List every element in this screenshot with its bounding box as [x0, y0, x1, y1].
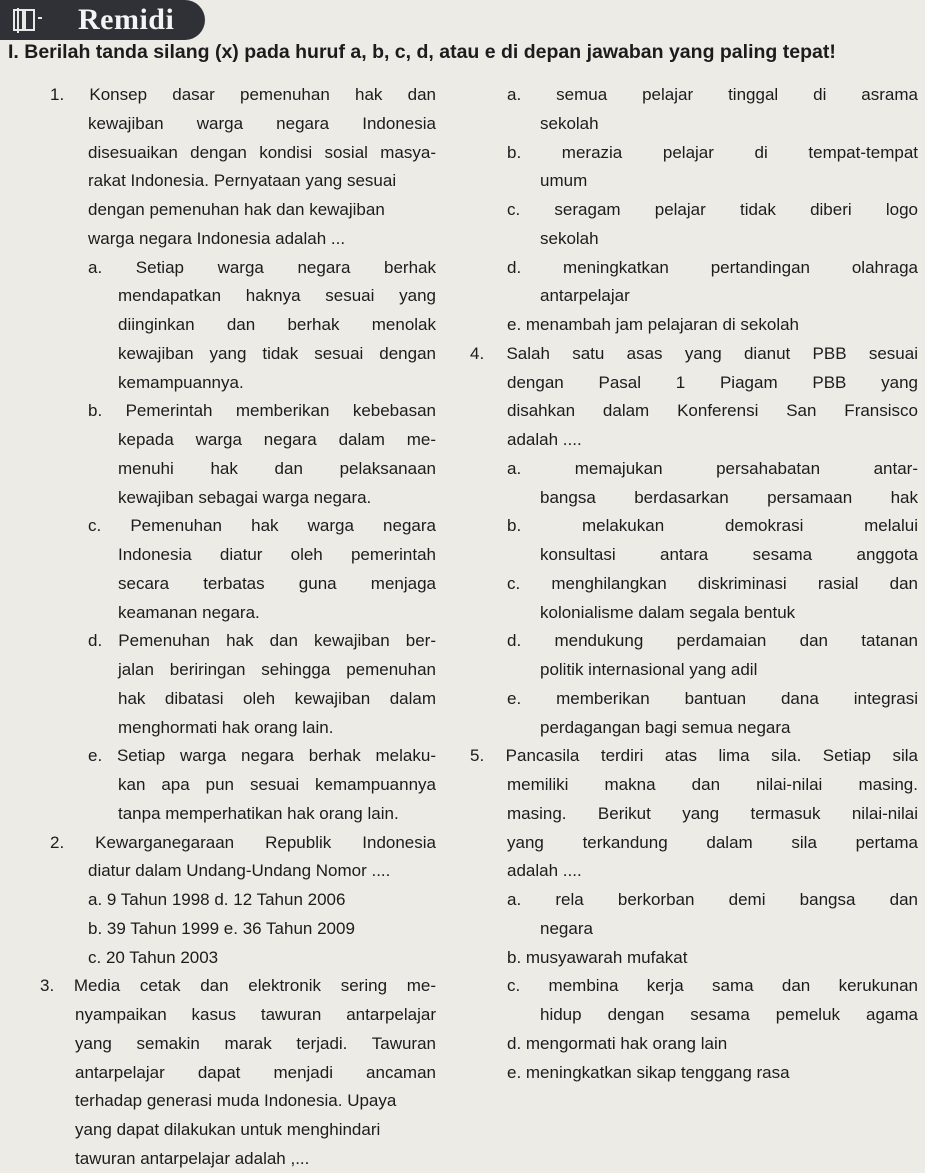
right-line: e. menambah jam pelajaran di sekolah — [507, 315, 800, 334]
left-line: a. Setiap warga negara berhak — [88, 257, 436, 277]
right-line: umum — [540, 171, 588, 191]
right-line: adalah .... — [507, 430, 582, 449]
right-line: a. semua pelajar tinggal di asrama — [507, 85, 918, 104]
right-line: b. musyawarah mufakat — [507, 947, 688, 967]
left-line: keamanan negara. — [118, 602, 260, 622]
left-line: c. 20 Tahun 2003 — [88, 947, 219, 967]
left-line: secara terbatas guna menjaga — [118, 573, 436, 593]
left-line: menghormati hak orang lain. — [118, 717, 334, 737]
left-line: kemampuannya. — [118, 372, 244, 392]
right-line: masing. Berikut yang termasuk nilai-nilai — [507, 803, 918, 823]
left-line: a. 9 Tahun 1998 d. 12 Tahun 2006 — [88, 890, 346, 909]
left-line: terhadap generasi muda Indonesia. Upaya — [75, 1091, 397, 1111]
left-line: c. Pemenuhan hak warga negara — [88, 516, 436, 536]
left-line: diinginkan dan berhak menolak — [118, 315, 436, 334]
left-line: dengan pemenuhan hak dan kewajiban — [88, 200, 385, 219]
left-line: mendapatkan haknya sesuai yang — [118, 286, 436, 306]
right-line: a. memajukan persahabatan antar- — [507, 458, 918, 478]
right-line: b. merazia pelajar di tempat-tempat — [507, 142, 918, 162]
left-line: yang dapat dilakukan untuk menghindari — [75, 1120, 381, 1139]
left-line: disesuaikan dengan kondisi sosial masya- — [88, 142, 436, 162]
right-line: e. meningkatkan sikap tenggang rasa — [507, 1062, 790, 1082]
left-line: kewajiban sebagai warga negara. — [118, 487, 372, 507]
right-line: perdagangan bagi semua negara — [540, 717, 791, 737]
left-line: e. Setiap warga negara berhak melaku- — [88, 746, 436, 766]
right-line: 5. Pancasila terdiri atas lima sila. Setiap sila — [470, 746, 918, 766]
right-line: hidup dengan sesama pemeluk agama — [540, 1005, 918, 1024]
right-line: d. meningkatkan pertandingan olahraga — [507, 257, 918, 277]
right-line: sekolah — [540, 228, 599, 248]
right-line: dengan Pasal 1 Piagam PBB yang — [507, 372, 918, 392]
left-line: yang semakin marak terjadi. Tawuran — [75, 1033, 436, 1053]
left-line: tawuran antarpelajar adalah ,... — [75, 1148, 310, 1168]
left-line: diatur dalam Undang-Undang Nomor .... — [88, 861, 391, 881]
left-line: 1. Konsep dasar pemenuhan hak dan — [50, 85, 436, 104]
left-line: jalan beriringan sehingga pemenuhan — [118, 660, 436, 679]
right-line: kolonialisme dalam segala bentuk — [540, 602, 796, 622]
left-line: kan apa pun sesuai kemampuannya — [118, 775, 436, 794]
right-line: c. membina kerja sama dan kerukunan — [507, 976, 918, 996]
right-line: e. memberikan bantuan dana integrasi — [507, 688, 918, 708]
right-line: c. seragam pelajar tidak diberi logo — [507, 200, 918, 219]
right-line: politik internasional yang adil — [540, 660, 758, 679]
left-line: menuhi hak dan pelaksanaan — [118, 458, 436, 478]
left-line: rakat Indonesia. Pernyataan yang sesuai — [88, 171, 397, 191]
right-line: disahkan dalam Konferensi San Fransisco — [507, 401, 918, 421]
right-line: sekolah — [540, 113, 599, 133]
left-line: d. Pemenuhan hak dan kewajiban ber- — [88, 631, 436, 651]
right-line: yang terkandung dalam sila pertama — [507, 832, 918, 852]
right-line: a. rela berkorban demi bangsa dan — [507, 890, 918, 909]
left-line: antarpelajar dapat menjadi ancaman — [75, 1062, 436, 1082]
right-line: antarpelajar — [540, 286, 630, 306]
left-line: kepada warga negara dalam me- — [118, 430, 436, 449]
right-line: memiliki makna dan nilai-nilai masing. — [507, 775, 918, 794]
left-line: Indonesia diatur oleh pemerintah — [118, 545, 436, 564]
right-line: c. menghilangkan diskriminasi rasial dan — [507, 573, 918, 593]
section-banner — [0, 0, 205, 40]
right-line: d. mengormati hak orang lain — [507, 1033, 728, 1053]
left-line: b. Pemerintah memberikan kebebasan — [88, 401, 436, 421]
right-line: negara — [540, 918, 593, 938]
left-line: nyampaikan kasus tawuran antarpelajar — [75, 1005, 436, 1024]
left-line: b. 39 Tahun 1999 e. 36 Tahun 2009 — [88, 918, 355, 938]
right-line: adalah .... — [507, 861, 582, 881]
right-line: 4. Salah satu asas yang dianut PBB sesuai — [470, 343, 918, 363]
left-line: 3. Media cetak dan elektronik sering me- — [40, 976, 436, 996]
right-line: d. mendukung perdamaian dan tatanan — [507, 631, 918, 651]
book-icon — [10, 6, 50, 36]
left-line: warga negara Indonesia adalah ... — [88, 228, 346, 248]
left-line: kewajiban warga negara Indonesia — [88, 113, 436, 133]
banner-title: Remidi — [78, 3, 175, 36]
right-line: konsultasi antara sesama anggota — [540, 545, 918, 564]
instruction-text: I. Berilah tanda silang (x) pada huruf a, b, c, d, atau e di depan jawaban yang paling tepat! — [8, 41, 836, 63]
left-line: kewajiban yang tidak sesuai dengan — [118, 343, 436, 363]
left-line: hak dibatasi oleh kewajiban dalam — [118, 688, 436, 708]
right-line: bangsa berdasarkan persamaan hak — [540, 487, 918, 507]
right-line: b. melakukan demokrasi melalui — [507, 516, 918, 536]
left-line: tanpa memperhatikan hak orang lain. — [118, 803, 399, 823]
left-line: 2. Kewarganegaraan Republik Indonesia — [50, 832, 436, 852]
